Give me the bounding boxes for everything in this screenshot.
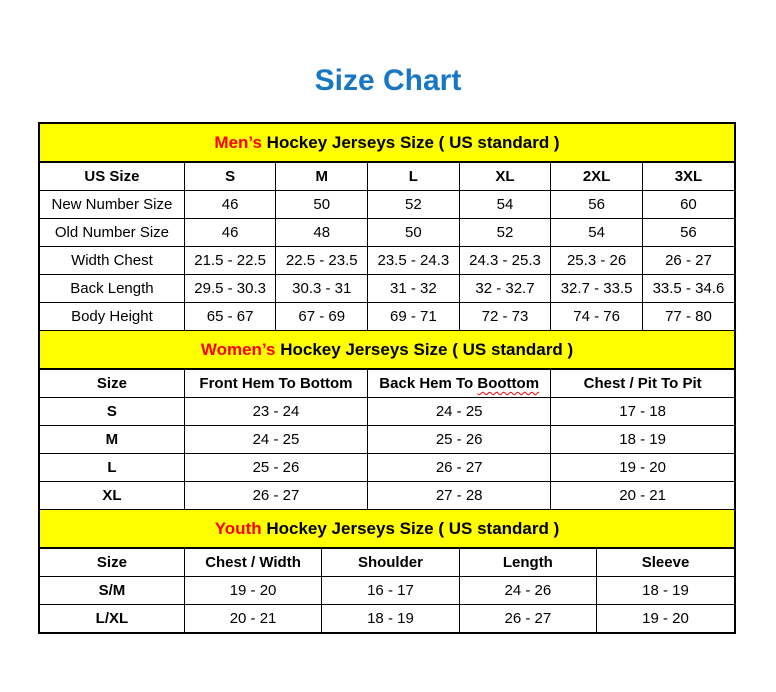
womens-cell: 17 - 18 <box>551 398 734 426</box>
mens-cell: 74 - 76 <box>551 303 643 331</box>
mens-column-header: 2XL <box>551 163 643 191</box>
womens-row <box>40 454 734 482</box>
mens-cell: 29.5 - 30.3 <box>184 275 276 303</box>
womens-section-title: Hockey Jerseys Size ( US standard ) <box>275 340 574 359</box>
womens-cell: 25 - 26 <box>368 426 551 454</box>
mens-cell: 23.5 - 24.3 <box>368 247 460 275</box>
mens-column-header: US Size <box>40 163 184 191</box>
youth-cell: 26 - 27 <box>459 605 596 633</box>
youth-row <box>40 577 734 605</box>
mens-row <box>40 275 734 303</box>
mens-cell: 54 <box>459 191 551 219</box>
youth-column-header: Length <box>459 549 596 577</box>
mens-cell: 46 <box>184 219 276 247</box>
misspelled-word: Boottom <box>477 375 540 392</box>
mens-column-header: M <box>276 163 368 191</box>
mens-column-header: S <box>184 163 276 191</box>
mens-column-header: XL <box>459 163 551 191</box>
mens-cell: 22.5 - 23.5 <box>276 247 368 275</box>
mens-section-title: Hockey Jerseys Size ( US standard ) <box>261 133 560 152</box>
womens-column-header: Front Hem To Bottom <box>184 370 367 398</box>
mens-table <box>40 162 734 330</box>
mens-column-header: 3XL <box>642 163 734 191</box>
womens-section-highlight: Women’s <box>200 340 276 359</box>
mens-row <box>40 219 734 247</box>
mens-row <box>40 191 734 219</box>
youth-cell: 20 - 21 <box>184 605 321 633</box>
mens-cell: 24.3 - 25.3 <box>459 247 551 275</box>
womens-cell: 27 - 28 <box>368 482 551 510</box>
mens-section-header <box>40 124 734 162</box>
youth-column-header: Chest / Width <box>184 549 321 577</box>
womens-cell: 25 - 26 <box>184 454 367 482</box>
mens-cell: 69 - 71 <box>368 303 460 331</box>
mens-cell: 26 - 27 <box>642 247 734 275</box>
womens-row-label: XL <box>40 482 184 510</box>
youth-row-label: S/M <box>40 577 184 605</box>
mens-cell: 77 - 80 <box>642 303 734 331</box>
mens-cell: 32 - 32.7 <box>459 275 551 303</box>
mens-column-header: L <box>368 163 460 191</box>
youth-section-highlight: Youth <box>214 519 262 538</box>
womens-cell: 19 - 20 <box>551 454 734 482</box>
youth-cell: 16 - 17 <box>322 577 459 605</box>
youth-section-title: Hockey Jerseys Size ( US standard ) <box>261 519 560 538</box>
mens-cell: 32.7 - 33.5 <box>551 275 643 303</box>
mens-cell: 50 <box>368 219 460 247</box>
size-chart <box>38 122 736 634</box>
youth-cell: 19 - 20 <box>184 577 321 605</box>
womens-row-label: M <box>40 426 184 454</box>
mens-cell: 72 - 73 <box>459 303 551 331</box>
womens-row <box>40 482 734 510</box>
mens-cell: 30.3 - 31 <box>276 275 368 303</box>
womens-table <box>40 369 734 509</box>
youth-row <box>40 605 734 633</box>
mens-cell: 50 <box>276 191 368 219</box>
mens-row <box>40 247 734 275</box>
youth-header-row <box>40 549 734 577</box>
mens-cell: 52 <box>368 191 460 219</box>
womens-column-header: Size <box>40 370 184 398</box>
mens-row-label: Back Length <box>40 275 184 303</box>
womens-cell: 24 - 25 <box>368 398 551 426</box>
mens-cell: 52 <box>459 219 551 247</box>
youth-column-header: Shoulder <box>322 549 459 577</box>
womens-row-label: S <box>40 398 184 426</box>
youth-row-label: L/XL <box>40 605 184 633</box>
mens-cell: 56 <box>551 191 643 219</box>
womens-cell: 26 - 27 <box>368 454 551 482</box>
womens-cell: 24 - 25 <box>184 426 367 454</box>
mens-row <box>40 303 734 331</box>
mens-cell: 46 <box>184 191 276 219</box>
youth-table <box>40 548 734 632</box>
mens-cell: 33.5 - 34.6 <box>642 275 734 303</box>
womens-row <box>40 398 734 426</box>
womens-cell: 18 - 19 <box>551 426 734 454</box>
mens-section-highlight: Men’s <box>214 133 262 152</box>
column-header-text: Back Hem To <box>379 375 478 392</box>
youth-cell: 18 - 19 <box>322 605 459 633</box>
womens-column-header <box>368 370 551 398</box>
mens-row-label: Old Number Size <box>40 219 184 247</box>
youth-cell: 18 - 19 <box>597 577 734 605</box>
mens-row-label: Width Chest <box>40 247 184 275</box>
mens-cell: 31 - 32 <box>368 275 460 303</box>
mens-cell: 60 <box>642 191 734 219</box>
mens-cell: 21.5 - 22.5 <box>184 247 276 275</box>
womens-row <box>40 426 734 454</box>
womens-cell: 23 - 24 <box>184 398 367 426</box>
womens-cell: 20 - 21 <box>551 482 734 510</box>
youth-cell: 19 - 20 <box>597 605 734 633</box>
womens-row-label: L <box>40 454 184 482</box>
mens-cell: 65 - 67 <box>184 303 276 331</box>
mens-cell: 56 <box>642 219 734 247</box>
womens-section-header <box>40 330 734 369</box>
womens-column-header: Chest / Pit To Pit <box>551 370 734 398</box>
mens-cell: 54 <box>551 219 643 247</box>
womens-cell: 26 - 27 <box>184 482 367 510</box>
mens-row-label: New Number Size <box>40 191 184 219</box>
youth-column-header: Size <box>40 549 184 577</box>
womens-header-row <box>40 370 734 398</box>
mens-row-label: Body Height <box>40 303 184 331</box>
page-title: Size Chart <box>314 64 462 97</box>
youth-cell: 24 - 26 <box>459 577 596 605</box>
mens-cell: 67 - 69 <box>276 303 368 331</box>
mens-header-row <box>40 163 734 191</box>
mens-cell: 48 <box>276 219 368 247</box>
youth-column-header: Sleeve <box>597 549 734 577</box>
mens-cell: 25.3 - 26 <box>551 247 643 275</box>
youth-section-header <box>40 509 734 548</box>
